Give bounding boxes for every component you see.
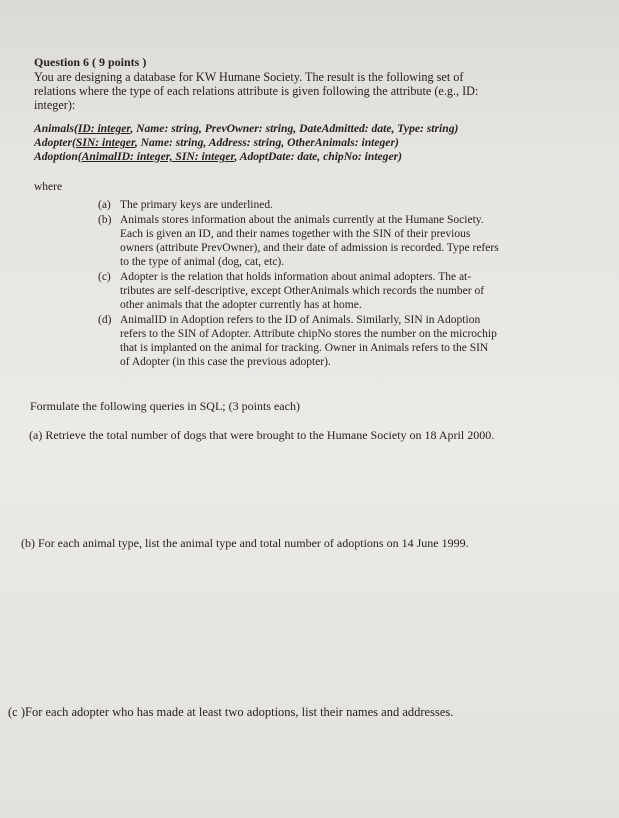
question-title: Question 6 ( 9 points ) — [34, 55, 147, 69]
intro-line: relations where the type of each relations attribute is given following the attribute (e.g., ID: — [34, 84, 479, 98]
conditions-list — [98, 198, 548, 370]
item-marker: (b) — [98, 214, 112, 226]
query-b: (b) For each animal type, list the animal type and total number of adoptions on 14 June 1999. — [21, 536, 469, 550]
primary-key: AnimalID: integer, SIN: integer — [81, 150, 235, 163]
item-marker: (a) — [98, 199, 111, 211]
query-c: (c )For each adopter who has made at least two adoptions, list their names and addresses. — [8, 705, 454, 719]
schema-adopter: Adopter(SIN: integer, Name: string, Address: string, OtherAnimals: integer) — [34, 136, 399, 149]
schema-adoption: Adoption(AnimalID: integer, SIN: integer, AdoptDate: date, chipNo: integer) — [34, 150, 403, 163]
intro-paragraph — [34, 70, 534, 112]
item-marker: (d) — [98, 314, 112, 326]
formulate-instruction: Formulate the following queries in SQL; (3 points each) — [30, 399, 300, 413]
schema-animals: Animals(ID: integer, Name: string, PrevOwner: string, DateAdmitted: date, Type: string) — [34, 122, 459, 135]
where-label: where — [34, 181, 63, 193]
primary-key: ID: integer — [77, 122, 131, 135]
primary-key: SIN: integer — [75, 136, 135, 149]
condition-item: (c) Adopter is the relation that holds information about animal adopters. The at- tributes are self-descriptive, except OtherAnimals which records the number of other animals that the adopter currently has at home. — [98, 271, 485, 311]
condition-item: (a) The primary keys are underlined. — [98, 199, 273, 211]
condition-item: (d) AnimalID in Adoption refers to the ID of Animals. Similarly, SIN in Adoption refers to the SIN of Adopter. Attribute chipNo stores the number on the microchip that is implanted on the animal for tracking. Owner in Animals refers to the SIN of Adopter (in this case the previous adopter). — [98, 314, 497, 368]
intro-line: integer): — [34, 98, 76, 112]
query-a: (a) Retrieve the total number of dogs that were brought to the Humane Society on 18 April 2000. — [29, 428, 495, 442]
condition-item: (b) Animals stores information about the animals currently at the Humane Society. Each is given an ID, and their names together with the SIN of their previous owners (attribute PrevOwner), and their date of admission is recorded. Type refers to the type of animal (dog, cat, etc). — [98, 214, 499, 268]
intro-line: You are designing a database for KW Humane Society. The result is the following set of — [34, 70, 464, 84]
item-marker: (c) — [98, 271, 111, 283]
relation-schema — [34, 122, 458, 164]
